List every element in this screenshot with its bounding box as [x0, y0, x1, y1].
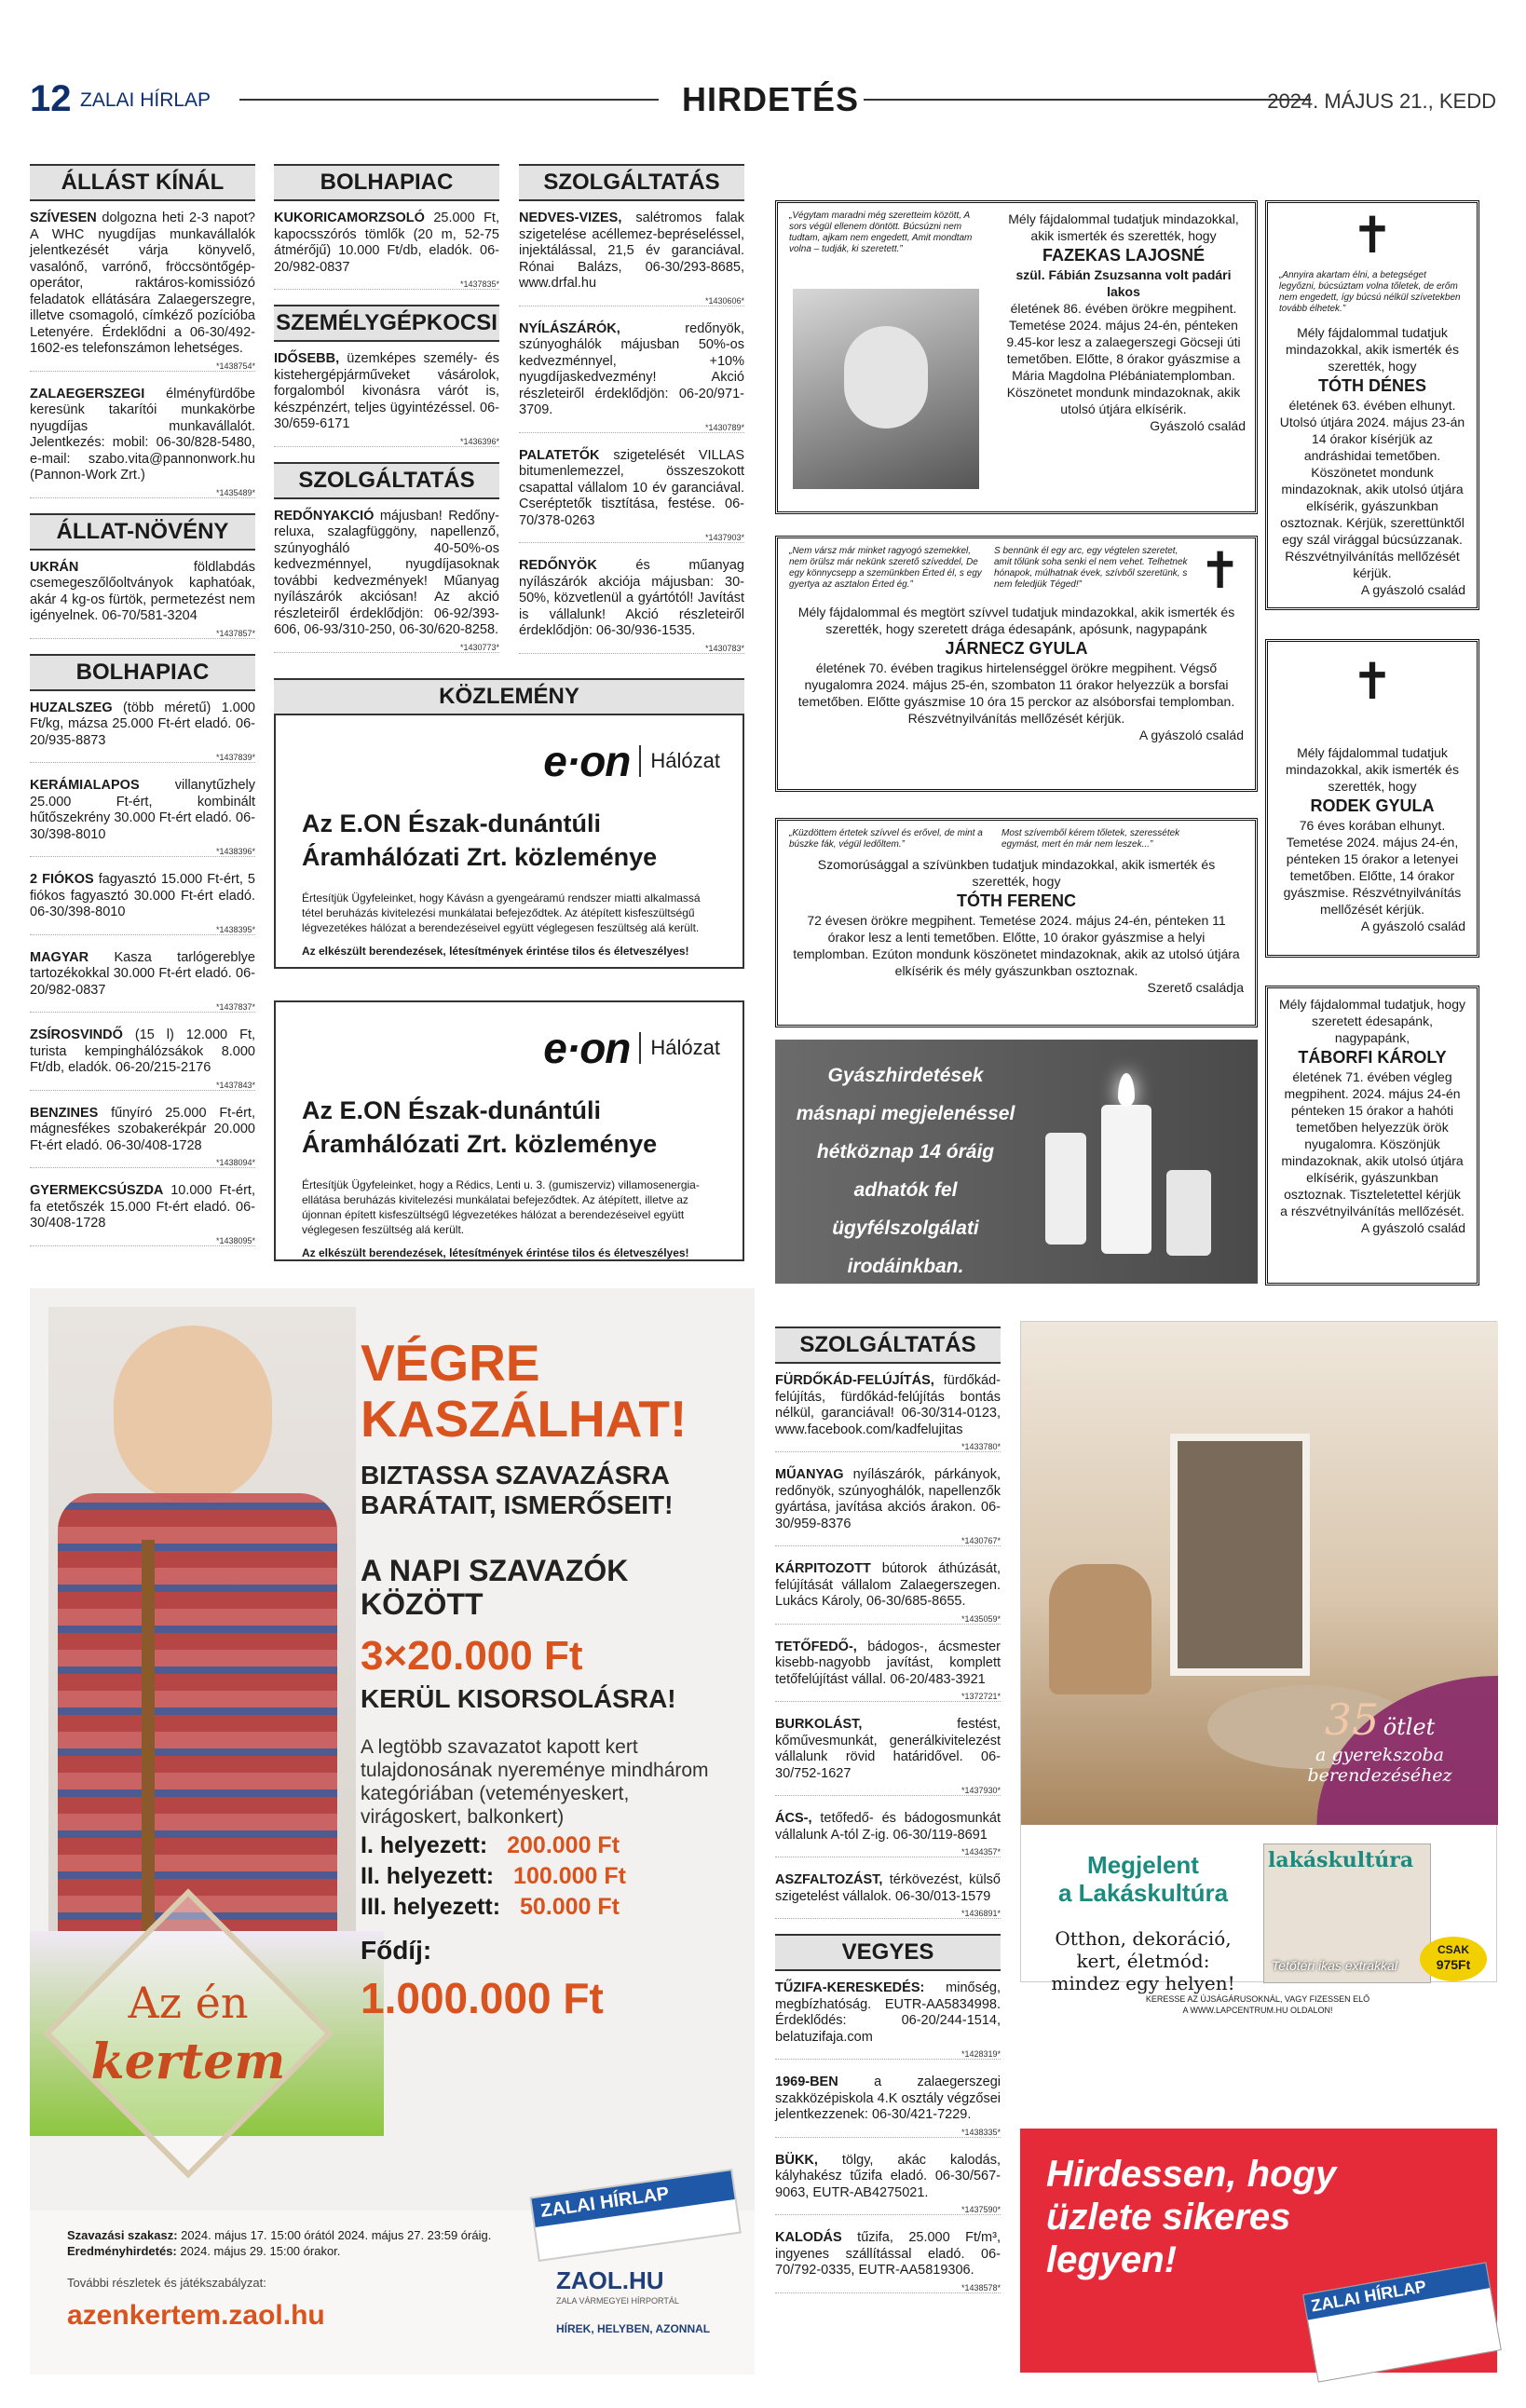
candle-icon: [1101, 1105, 1151, 1254]
ad-text: tetőfedő- és bádogosmunkát vállalunk A-tól Z-ig. 06-30/119-8691: [775, 1811, 1001, 1843]
zaol-tagline: HÍREK, HELYBEN, AZONNAL: [556, 2322, 711, 2335]
classified-ad: [274, 509, 499, 639]
obituary-intro: Mély fájdalommal tudatjuk, hogy szeretett édesapánk, nagypapánk,: [1279, 997, 1465, 1045]
ad-id: *1438335*: [775, 2128, 1001, 2138]
obituary-text: 76 éves korában elhunyt. Temetése 2024. május 24-én, pénteken 15 órakor a letenyei temetőben. Előtte, 14 órakor gyászmise. Részvétnyilvánítás mellőzését kérjük.: [1283, 818, 1462, 917]
paper-name: ZALAI HÍRLAP: [80, 89, 211, 111]
classified-ad: [775, 1373, 1001, 1438]
obituary-quote: S bennünk él egy arc, egy végtelen szeretet, amit tőlünk soha senki el nem vehet. Telhetnek hónapok, múlhatnak évek, szívből szeretünk, s nem feledjük Téged!”: [994, 546, 1188, 590]
section-heading: SZOLGÁLTATÁS: [775, 1326, 1001, 1364]
ad-id: *1438395*: [30, 925, 255, 935]
obituary-signature: Szerető családja: [1147, 980, 1244, 995]
ad-text: földlabdás csemegeszőlőoltványok kaphatóak, akár 4 kg-os fürtök, permetezést nem igényelnek. 06-70/581-3204: [30, 559, 255, 623]
main-prize-value: 1.000.000 Ft: [361, 1974, 604, 2022]
contest-logo-top: Az én: [128, 1978, 249, 2028]
ad-id: *1430783*: [519, 644, 744, 654]
ad-id: *1435059*: [775, 1614, 1001, 1625]
header-rule-right: [864, 99, 1311, 101]
ad-keyword: TETŐFEDŐ-,: [775, 1639, 857, 1654]
ad-headline: VÉGRE KASZÁLHAT!: [361, 1334, 688, 1448]
obituary-toth-ferenc: [775, 818, 1258, 1027]
obituary-signature: A gyászoló család: [1360, 582, 1465, 597]
obituary-text: életének 71. évében végleg megpihent. 2024. május 24-én pénteken 15 órakor a hahóti temetőben helyezzük örök nyugalomra. Köszönjük mindazoknak, akik utolsó útjára elkísérik, gyászunkban osztoznak. Tiszteletettel kérjük a részvétnyilvánítás mellőzését.: [1280, 1069, 1465, 1218]
ad-text: Kasza tarlógereblye tartozékokkal 30.000 Ft-ért eladó. 06-20/982-0837: [30, 949, 255, 998]
ad-text: tűzifa, 25.000 Ft/m³, ingyenes szállítással eladó. 06-70/792-0335, EUTR-AA5819306.: [775, 2230, 1001, 2278]
ad-badge: 35 ötlet a gyerekszoba berendezéséhez: [1307, 1694, 1452, 1786]
obituary-quote: Most szívemből kérem tőletek, szeressétek egymást, mert én már nem leszek...”: [1001, 828, 1180, 850]
classified-ad: [30, 1106, 255, 1155]
cross-icon: ✝: [1351, 654, 1394, 710]
classified-ad: [30, 778, 255, 843]
ad-announce: Megjelent a Lakáskultúra: [1057, 1851, 1229, 1907]
ad-keyword: HUZALSZEG: [30, 700, 113, 715]
ad-id: *1437835*: [274, 279, 499, 290]
obituary-signature: A gyászoló család: [1360, 918, 1465, 933]
obituary-intro: Mély fájdalommal és megtört szívvel tudatjuk mindazokkal, akik ismerték és szerették, hogy szeretett drága édesapánk, apósunk, nagypapánk: [797, 605, 1235, 636]
obituary-name: RODEK GYULA: [1310, 796, 1435, 815]
ad-id: *1437857*: [30, 629, 255, 639]
ad-text: (15 l) 12.000 Ft, turista kempinghálózsákok 8.000 Ft/db, eladók. 06-20/215-2176: [30, 1027, 255, 1075]
ad-draw-text: KERÜL KISORSOLÁSRA!: [361, 1684, 676, 1713]
grief-ad: [775, 1040, 1258, 1284]
garden-contest-ad: [30, 1288, 755, 2374]
grief-ad-line: hétköznap 14 óráig: [816, 1141, 995, 1163]
ad-text: bútorok áthúzását, felújítását vállalom Zalaegerszegen. Lukács Károly, 06-30/685-8655.: [775, 1561, 1001, 1609]
ad-keyword: UKRÁN: [30, 559, 79, 575]
obituary-jarnecz: [775, 536, 1258, 792]
ad-id: *1438396*: [30, 847, 255, 857]
classified-ad: [274, 351, 499, 433]
ad-text: fagyasztó 15.000 Ft-ért, 5 fiókos fagyasztó 30.000 Ft-ért eladó. 06-30/398-8010: [30, 872, 255, 919]
ad-text: térkövezést, külső szigetelést vállalok. 06-30/013-1579: [775, 1872, 1001, 1904]
cross-icon: ✝: [1351, 208, 1394, 264]
classified-ad: [775, 1811, 1001, 1843]
ad-text: 10.000 Ft-ért, fa etetőszék 15.000 Ft-ért eladó. 06-30/408-1728: [30, 1183, 255, 1231]
classified-ad: [519, 321, 744, 419]
ad-id: *1437839*: [30, 753, 255, 763]
ad-tagline: Otthon, dekoráció, kert, életmód: mindez egy helyen!: [1051, 1927, 1235, 1994]
ad-id: *1437590*: [775, 2205, 1001, 2215]
ad-fineprint: KERESSE AZ ÚJSÁGÁRUSOKNÁL, VAGY FIZESSEN ELŐ A WWW.LAPCENTRUM.HU OLDALON!: [1145, 1994, 1370, 2015]
grief-ad-line: ügyfélszolgálati: [832, 1218, 979, 1239]
ad-id: *1428319*: [775, 2049, 1001, 2060]
ad-text: üzemképes személy- és kistehergépjárműveket vásárolok, forgalomból kivonásra várót is, készpénzért, teljes ügyintézéssel. 06-30/659-6171: [274, 351, 499, 431]
section-heading: ÁLLÁST KÍNÁL: [30, 164, 255, 201]
ad-text: és műanyag nyílászárók akciója májusban: 30-50%, közvetlenül a gyártótól! Javítást is vállalunk! Akció részleteiről érdeklődjön: 06-30/936-1535.: [519, 558, 744, 638]
main-prize-label: Fődíj:: [361, 1936, 432, 1965]
ad-id: *1435489*: [30, 488, 255, 498]
obituary-toth-denes: [1265, 200, 1479, 610]
ad-text: májusban! Redőny-reluxa, szalagfüggöny, napellenző, szúnyogháló 40-50%-os kedvezménnyel, nyugdíjasoknak további kedvezmények! Műanyag nyílászárók akciósan! Az akció részleteiről érdeklődjön: 06-92/393-606, 06-93/310-250, 06-30/620-8258.: [274, 508, 499, 637]
eon-title: Az E.ON Észak-dunántúli Áramhálózati Zrt. közleménye: [302, 1096, 658, 1158]
obituary-name: TÁBORFI KÁROLY: [1298, 1048, 1447, 1067]
obituary-name: TÓTH DÉNES: [1317, 376, 1426, 395]
ad-keyword: BENZINES: [30, 1105, 99, 1121]
obituary-rodek: [1265, 639, 1479, 958]
classified-ad: [775, 2153, 1001, 2202]
section-heading: KÖZLEMÉNY: [274, 678, 744, 715]
ad-text: salétromos falak szigetelése acéllemez-bepréseléssel, injektálással, 21,5 év garanciával. Rónai Balázs, 06-30/293-8685, www.drfal.hu: [519, 211, 744, 291]
ad-keyword: IDŐSEBB,: [274, 351, 340, 366]
ad-draw-amount: 3×20.000 Ft: [361, 1633, 583, 1679]
ad-id: *1430773*: [274, 643, 499, 653]
ad-id: *1438578*: [775, 2283, 1001, 2293]
obituary-name: JÁRNECZ GYULA: [945, 639, 1088, 658]
ad-text: a zalaegerszegi szakközépiskola 4.K osztály végzősei jelentkezzenek: 06-30/421-7229.: [775, 2075, 1001, 2122]
obituary-text: életének 86. évében örökre megpihent. Temetése 2024. május 24-én, pénteken 9.45-kor lesz a zalaegerszegi Göcseji úti temetőben. Előtte, 8 órakor gyászmise a Mária Magdolna Plébániatemplomban. Köszönetet mondunk mindazoknak, akik utolsó útjára elkísérik.: [1006, 301, 1241, 416]
section-heading: SZOLGÁLTATÁS: [519, 164, 744, 201]
classified-ad: [519, 448, 744, 530]
contest-url[interactable]: azenkertem.zaol.hu: [67, 2300, 325, 2331]
section-heading: SZEMÉLYGÉPKOCSI: [274, 305, 499, 342]
classified-ad: [30, 872, 255, 921]
obituary-text: életének 70. évében tragikus hirtelenséggel örökre megpihent. Végső nyugalomra 2024. május 25-én, szombaton 11 órakor helyezzük a borsfai temetőben. Előtte gyászmise 10 óra 15 perckor az alsóborsfai templomban. Részvétnyilvánítás mellőzését kérjük.: [797, 660, 1235, 726]
section-title: HIRDETÉS: [682, 80, 860, 118]
ad-id: *1436891*: [775, 1909, 1001, 1919]
ad-text: festést, kőművesmunkát, generálkivitelezést vállalunk rövid határidővel. 06-30/752-1627: [775, 1717, 1001, 1781]
column-5: [775, 1321, 1001, 2308]
ad-keyword: ZALAEGERSZEGI: [30, 386, 145, 401]
obituary-intro: Mély fájdalommal tudatjuk mindazokkal, akik ismerték és szerették, hogy: [1286, 745, 1459, 794]
classified-ad: [274, 211, 499, 276]
ad-text: minőség, megbízhatóság. EUTR-AA5834998. Érdeklődés: 06-20/244-1514, belatuzifaja.com: [775, 1980, 1001, 2045]
ad-keyword: NEDVES-VIZES,: [519, 211, 622, 225]
ad-keyword: GYERMEKCSÚSZDA: [30, 1183, 164, 1198]
ad-text: élményfürdőbe keresünk takarítói munkakörbe nyugdíjas munkavállalót. Jelentkezés: mobil: 06-30/828-5480, e-mail: szabo.vita@pannonwork.hu (Pannon-Work Zrt.): [30, 386, 255, 483]
rules-text: További részletek és játékszabályzat:: [67, 2276, 266, 2290]
newspaper-image: ZALAI HÍRLAP: [529, 2169, 742, 2262]
ad-keyword: BURKOLÁST,: [775, 1717, 863, 1732]
ad-id: *1437837*: [30, 1002, 255, 1013]
ad-id: *1430606*: [519, 296, 744, 306]
classified-ad: [30, 701, 255, 750]
ad-keyword: NYÍLÁSZÁRÓK,: [519, 320, 620, 336]
ad-id: *1437930*: [775, 1786, 1001, 1796]
ad-id: *1437843*: [30, 1081, 255, 1091]
classified-ad: [775, 1872, 1001, 1905]
ad-id: *1430789*: [519, 423, 744, 433]
candle-icon: [1166, 1170, 1211, 1256]
ad-keyword: 2 FIÓKOS: [30, 872, 94, 887]
ad-text: 25.000 Ft, kapocsszórós tömlők (20 m, 52-75 átmérőjű) 10.000 Ft/db, eladók. 06-20/982-0837: [274, 211, 499, 275]
flame-icon: [1118, 1073, 1135, 1107]
ad-subheadline: BIZTASSA SZAVAZÁSRA BARÁTAIT, ISMERŐSEIT!: [361, 1461, 674, 1519]
section-heading: BOLHAPIAC: [274, 164, 499, 201]
obituary-quote: „Végytam maradni még szeretteim között, A sors végül ellenem döntött. Búcsúzni nem tudtam, ajkam nem engedett, Amit mondtam volna – tudják, ki szeretett.”: [789, 211, 973, 254]
classified-ad: [30, 211, 255, 358]
obituary-fazekas: [775, 200, 1258, 514]
ad-id: *1372721*: [775, 1692, 1001, 1702]
ad-keyword: REDŐNYÖK: [519, 558, 597, 573]
ad-id: *1438095*: [30, 1236, 255, 1246]
ad-text: fürdőkád-felújítás, fürdőkád-felújítás bontás nélkül, garanciával! 06-30/314-0123, www.facebook.com/kadfelujitas: [775, 1373, 1001, 1437]
promo-text: Hirdessen, hogy üzlete sikeres legyen!: [1046, 2154, 1337, 2280]
prize-list: I. helyezett: 200.000 Ft II. helyezett: 100.000 Ft III. helyezett: 50.000 Ft: [361, 1832, 626, 1920]
obituary-signature: A gyászoló család: [1138, 728, 1244, 742]
obituary-intro: Szomorúsággal a szívünkben tudatjuk mindazokkal, akik ismerték és szerették, hogy: [817, 857, 1216, 889]
page-number: 12: [30, 78, 72, 119]
contest-logo-bottom: kertem: [90, 2034, 286, 2090]
newspaper-image: ZALAI HÍRLAP: [1302, 2262, 1502, 2382]
grief-ad-line: Gyászhirdetések: [827, 1065, 984, 1086]
ad-keyword: KUKORICAMORZSOLÓ: [274, 211, 425, 225]
obituary-name: TÓTH FERENC: [957, 891, 1076, 910]
ad-text: (több méretű) 1.000 Ft/kg, mázsa 25.000 Ft-ért eladó. 06-20/935-8873: [30, 700, 255, 748]
ad-keyword: TŰZIFA-KERESKEDÉS:: [775, 1980, 925, 1995]
classified-ad: [30, 560, 255, 625]
header-rule-left: [239, 99, 659, 101]
obituary-quote: „Küzdöttem értetek szívvel és erővel, de mint a búszke fák, végül ledőltem.”: [789, 828, 983, 850]
ad-text: tölgy, akác kalodás, kályhakész tűzifa eladó. 06-30/567-9063, EUTR-AB4275021.: [775, 2152, 1001, 2200]
ad-keyword: ÁCS-,: [775, 1811, 812, 1826]
lakaskultura-ad: [1020, 1321, 1497, 1994]
classified-ad: [775, 2075, 1001, 2124]
eon-notice-1: [274, 714, 744, 969]
section-heading: BOLHAPIAC: [30, 654, 255, 691]
section-heading: ÁLLAT-NÖVÉNY: [30, 513, 255, 551]
obituary-text: 72 évesen örökre megpihent. Temetése 2024. május 24-én, pénteken 11 órakor lesz a lenti temetőben. Előtte, 10 órakor gyászmise a helyi templomban. Ezúton mondunk köszönetet mindazoknak, akik az utolsó útjára elkísérik és mély gyászunkban osztoznak.: [793, 913, 1240, 978]
zaol-subtitle: ZALA VÁRMEGYEI HÍRPORTÁL: [556, 2296, 679, 2306]
classified-ad: [30, 387, 255, 484]
eon-body: Értesítjük Ügyfeleinket, hogy Kávásn a gyengeáramú rendszer miatti alkalmassá tétel beruházás kivitelezési munkálatai befejeződtek. Az átépített kisfeszültségű légvezetékes hálózat a berendezéseivel együtt véglegesen feszültség alá került.: [302, 891, 701, 934]
ad-keyword: KALODÁS: [775, 2230, 842, 2245]
classified-ad: [519, 211, 744, 292]
price-badge: CSAK 975Ft: [1420, 1937, 1487, 1981]
ad-text: redőnyök, szúnyoghálók májusban 50%-os kedvezménnyel, +10% nyugdíjaskedvezmény! Akció részleteiről érdeklődjön: 06-20/971-3709.: [519, 320, 744, 417]
ad-keyword: REDŐNYAKCIÓ: [274, 508, 375, 524]
obituary-subtitle: szül. Fábián Zsuzsanna volt padári lakos: [1015, 267, 1232, 299]
eon-logo: e·on Hálózat: [543, 737, 720, 785]
eon-body: Értesítjük Ügyfeleinket, hogy a Rédics, Lenti u. 3. (gumiszerviz) villamosenergia-ellátása beruházás kivitelezési munkálatai befejeződtek. Az átépített, illetve az újonnan épített kisfeszültségű légvezetékes hálózat a berendezéseivel együtt véglegesen feszültség alá került.: [302, 1178, 700, 1236]
ad-id: *1438094*: [30, 1158, 255, 1168]
obituary-quote: „Annyira akartam élni, a betegséget legyőzni, búcsúztam volna tőletek, de erőm nem engedett, így búcsú nélkül szívetekben tovább élhetek.”: [1279, 270, 1461, 314]
voting-dates: Szavazási szakasz: 2024. május 17. 15:00 órától 2024. május 27. 23:59 óráig. Eredményhirdetés: 2024. május 29. 15:00 órakor.: [67, 2228, 492, 2258]
obituary-signature: Gyászoló család: [1150, 418, 1246, 433]
grief-ad-line: adhatók fel: [853, 1179, 958, 1201]
classified-ad: [30, 950, 255, 1000]
page-date: 2024. MÁJUS 21., KEDD: [1267, 89, 1496, 113]
classified-ad: [30, 1027, 255, 1077]
classified-ad: [775, 1980, 1001, 2046]
classified-ad: [775, 1717, 1001, 1782]
classified-ad: [775, 1561, 1001, 1611]
ad-keyword: MŰANYAG: [775, 1467, 844, 1482]
ad-keyword: KÁRPITOZOTT: [775, 1561, 871, 1576]
obituary-intro: Mély fájdalommal tudatjuk mindazokkal, akik ismerték és szerették, hogy: [1008, 211, 1239, 243]
obituary-intro: Mély fájdalommal tudatjuk mindazokkal, akik ismerték és szerették, hogy: [1286, 325, 1459, 374]
ad-text: villanytűzhely 25.000 Ft-ért, kombinált hűtőszekrény 30.000 Ft-ért eladó. 06-30/398-8010: [30, 778, 255, 842]
obituary-taborfi: [1265, 986, 1479, 1286]
ad-text: dolgozna heti 2-3 napot? A WHC nyugdíjas munkavállalók jelentkezését várja könyvelő, vasalónő, varrónő, fröccsöntőgép-operátor, raktáros-komissiózó feladatok ellátására Zalaegerszegre, illetve csomagoló, címkéző pozícióba Letenyére. Érdeklődni a 06-30/492-1602-es telefonszámon lehetséges.: [30, 211, 255, 356]
ad-footer: [30, 2183, 755, 2374]
ad-keyword: PALATETŐK: [519, 447, 600, 463]
ad-keyword: KERÁMIALAPOS: [30, 778, 140, 793]
ad-keyword: ASZFALTOZÁST,: [775, 1872, 883, 1887]
obituary-name: FAZEKAS LAJOSNÉ: [1042, 246, 1206, 265]
ad-keyword: SZÍVESEN: [30, 211, 97, 225]
grief-ad-line: másnapi megjelenéssel: [796, 1103, 1015, 1124]
grief-ad-line: irodáinkban.: [847, 1256, 964, 1277]
eon-notice-2: [274, 1000, 744, 1261]
obituary-signature: A gyászoló család: [1360, 1220, 1465, 1235]
ad-keyword: ZSÍROSVINDŐ: [30, 1027, 123, 1042]
classified-ad: [30, 1183, 255, 1232]
classified-ad: [519, 558, 744, 640]
ad-id: *1437903*: [519, 533, 744, 543]
ad-text: fűnyíró 25.000 Ft-ért, mágnesfékes szobakerékpár 20.000 Ft-ért eladó. 06-30/408-1728: [30, 1105, 255, 1153]
obituary-quote: „Nem vársz már minket ragyogó szemekkel, nem örülsz már nekünk szerető szíveddel, De egy könnycsepp a szemünkben Érted él, s egy gyertya az asztalon Érted ég.”: [789, 546, 982, 590]
classified-ad: [775, 1467, 1001, 1532]
ad-text: bádogos-, ácsmester kisebb-nagyobb javítást, komplett tetőfelújítást vállal. 06-20/483-3921: [775, 1639, 1001, 1687]
advertise-promo: [1020, 2129, 1497, 2373]
ad-id: *1438754*: [30, 361, 255, 372]
ad-keyword: 1969-BEN: [775, 2075, 838, 2089]
eon-warning: Az elkészült berendezések, létesítmények érintése tilos és életveszélyes!: [302, 1246, 689, 1259]
eon-title: Az E.ON Észak-dunántúli Áramhálózati Zrt. közleménye: [302, 809, 658, 871]
ad-id: *1433780*: [775, 1442, 1001, 1452]
ad-draw-text: A NAPI SZAVAZÓK KÖZÖTT: [361, 1554, 629, 1621]
classified-ad: [775, 2230, 1001, 2279]
page-header: [30, 78, 1496, 121]
ad-keyword: MAGYAR: [30, 949, 89, 965]
ad-keyword: BÜKK,: [775, 2152, 818, 2168]
column-2: [274, 158, 499, 668]
eon-logo: e·on Hálózat: [543, 1024, 720, 1072]
candle-icon: [1045, 1133, 1086, 1245]
ad-description: A legtöbb szavazatot kapott kert tulajdonosának nyereménye mindhárom kategóriában (veteményeskert, virágoskert, balkonkert): [361, 1736, 709, 1828]
section-heading: SZOLGÁLTATÁS: [274, 462, 499, 499]
ad-keyword: FÜRDŐKÁD-FELÚJÍTÁS,: [775, 1373, 934, 1388]
eon-warning: Az elkészült berendezések, létesítmények érintése tilos és életveszélyes!: [302, 945, 689, 958]
cross-icon: ✝: [1199, 543, 1242, 599]
obituary-text: életének 63. évében elhunyt. Utolsó útjára 2024. május 23-án 14 órakor kísérjük az andráshidai temetőben. Köszönetet mondunk mindazoknak, akik utolsó útjára elkísérik, gyászunkban osztoznak. Kérjük, szerettünktől egy szál virággal búcsúzzanak. Részvétnyilvánítás mellőzését kérjük.: [1279, 398, 1465, 580]
column-1: [30, 158, 255, 1261]
ad-text: nyílászárók, párkányok, redőnyök, szúnyoghálók, napellenzők gyártása, javítása akciós árakon. 06-30/959-8376: [775, 1467, 1001, 1531]
ad-id: *1430767*: [775, 1536, 1001, 1546]
classified-ad: [775, 1639, 1001, 1689]
portrait-photo: [793, 289, 979, 489]
ad-id: *1436396*: [274, 437, 499, 447]
ad-id: *1434357*: [775, 1847, 1001, 1857]
zaol-logo: ZAOL.HU: [556, 2266, 664, 2294]
ad-text: szigetelését VILLAS bitumenlemezzel, összeszokott csapattal vállalom 10 év garanciával. Cseréptetők tisztítása, festése. 06-70/378-0263: [519, 447, 744, 528]
column-3: [519, 158, 744, 669]
magazine-cover: lakáskultúra Tetőtéri ikas extrakkal: [1263, 1843, 1431, 1983]
section-heading: VEGYES: [775, 1934, 1001, 1971]
